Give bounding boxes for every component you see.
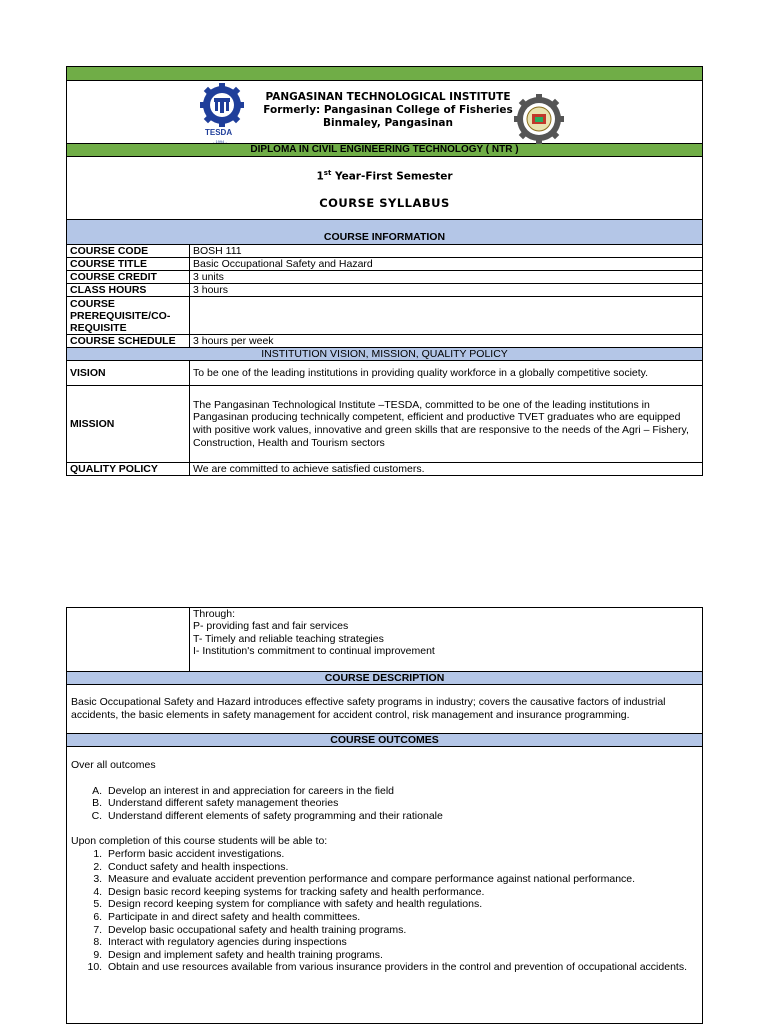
pti-seal-icon [514,94,564,144]
list-item: C. Understand different elements of safety programming and their rationale [105,810,696,823]
semester-label: 1st Year-First Semester [316,169,453,183]
list-item: 2. Conduct safety and health inspections. [105,861,696,874]
list-item: 4. Design basic record keeping systems for tracking safety and health performance. [105,886,696,899]
specific-outcomes-list [71,848,696,974]
program-bar: DIPLOMA IN CIVIL ENGINEERING TECHNOLOGY ( NTR ) [67,144,703,157]
course-schedule-value: 3 hours per week [190,335,703,348]
institution-heading: INSTITUTION VISION, MISSION, QUALITY POLICY [67,348,703,361]
institute-location: Binmaley, Pangasinan [323,117,453,129]
through-label: Through: [193,608,236,620]
green-top-bar [67,67,703,81]
overall-outcomes-list [71,785,696,823]
list-item: A. Develop an interest in and appreciation for careers in the field [105,785,696,798]
quality-policy-cont-label [67,608,190,672]
pti-item-t: T- Timely and reliable teaching strategies [193,632,384,645]
course-code-value: BOSH 111 [190,245,703,258]
course-info-heading: COURSE INFORMATION [67,220,703,245]
quality-policy-cont [190,608,703,672]
list-item: 8. Interact with regulatory agencies during inspections [105,936,696,949]
course-outcomes-heading: COURSE OUTCOMES [67,734,703,747]
course-credit-label: COURSE CREDIT [67,271,190,284]
quality-policy-text: We are committed to achieve satisfied customers. [190,463,703,476]
vision-text: To be one of the leading institutions in providing quality workforce in a globally competitive society. [190,361,703,386]
prerequisite-value [190,297,703,335]
list-item: B. Understand different safety management theories [105,797,696,810]
vision-label: VISION [67,361,190,386]
course-outcomes-body [67,747,703,1024]
quality-policy-label: QUALITY POLICY [67,463,190,476]
course-title-label: COURSE TITLE [67,258,190,271]
institute-name-block [257,91,519,130]
course-code-label: COURSE CODE [67,245,190,258]
list-item: 1. Perform basic accident investigations. [105,848,696,861]
list-item: 6. Participate in and direct safety and health committees. [105,911,696,924]
semester-title-block [67,157,703,220]
tesda-logo-year: - 1994 - [213,139,227,144]
course-schedule-label: COURSE SCHEDULE [67,335,190,348]
mission-label: MISSION [67,386,190,463]
pti-item-p: P- providing fast and fair services [193,620,349,633]
class-hours-value: 3 hours [190,284,703,297]
course-title-value: Basic Occupational Safety and Hazard [190,258,703,271]
formerly-name: Formerly: Pangasinan College of Fisheries [263,104,513,116]
mission-text: The Pangasinan Technological Institute –TESDA, committed to be one of the leading institutions in Pangasinan producing technically competent, efficient and productive TVET graduates who are equipped with positive work values, innovative and green skills that are responsive to the needs of the Agri – Fishery, Construction, Health and Tourism sectors [190,386,703,463]
list-item: 9. Design and implement safety and health training programs. [105,949,696,962]
syllabus-continuation-table [66,607,703,1024]
list-item: 3. Measure and evaluate accident prevention performance and compare performance against national performance. [105,873,696,886]
course-description-text: Basic Occupational Safety and Hazard introduces effective safety programs in industry; covers the causative factors of industrial accidents, the basic elements in safety management for accident control, risk management and insurance programming. [67,685,703,734]
overall-outcomes-intro: Over all outcomes [71,759,156,771]
document-title: COURSE SYLLABUS [319,195,450,210]
list-item: 7. Develop basic occupational safety and health training programs. [105,924,696,937]
prerequisite-label: COURSE PREREQUISITE/CO-REQUISITE [67,297,190,335]
tesda-logo-text: TESDA [205,128,233,137]
course-description-heading: COURSE DESCRIPTION [67,672,703,685]
completion-intro: Upon completion of this course students will be able to: [71,835,328,848]
list-item: 10. Obtain and use resources available from various insurance providers in the control and prevention of occupational accidents. [105,961,696,974]
institute-header [67,81,703,144]
syllabus-header-table [66,66,703,476]
class-hours-label: CLASS HOURS [67,284,190,297]
list-item: 5. Design record keeping system for compliance with safety and health regulations. [105,898,696,911]
pti-item-i: I- Institution's commitment to continual improvement [193,645,435,658]
course-credit-value: 3 units [190,271,703,284]
institute-name: PANGASINAN TECHNOLOGICAL INSTITUTE [265,91,511,103]
